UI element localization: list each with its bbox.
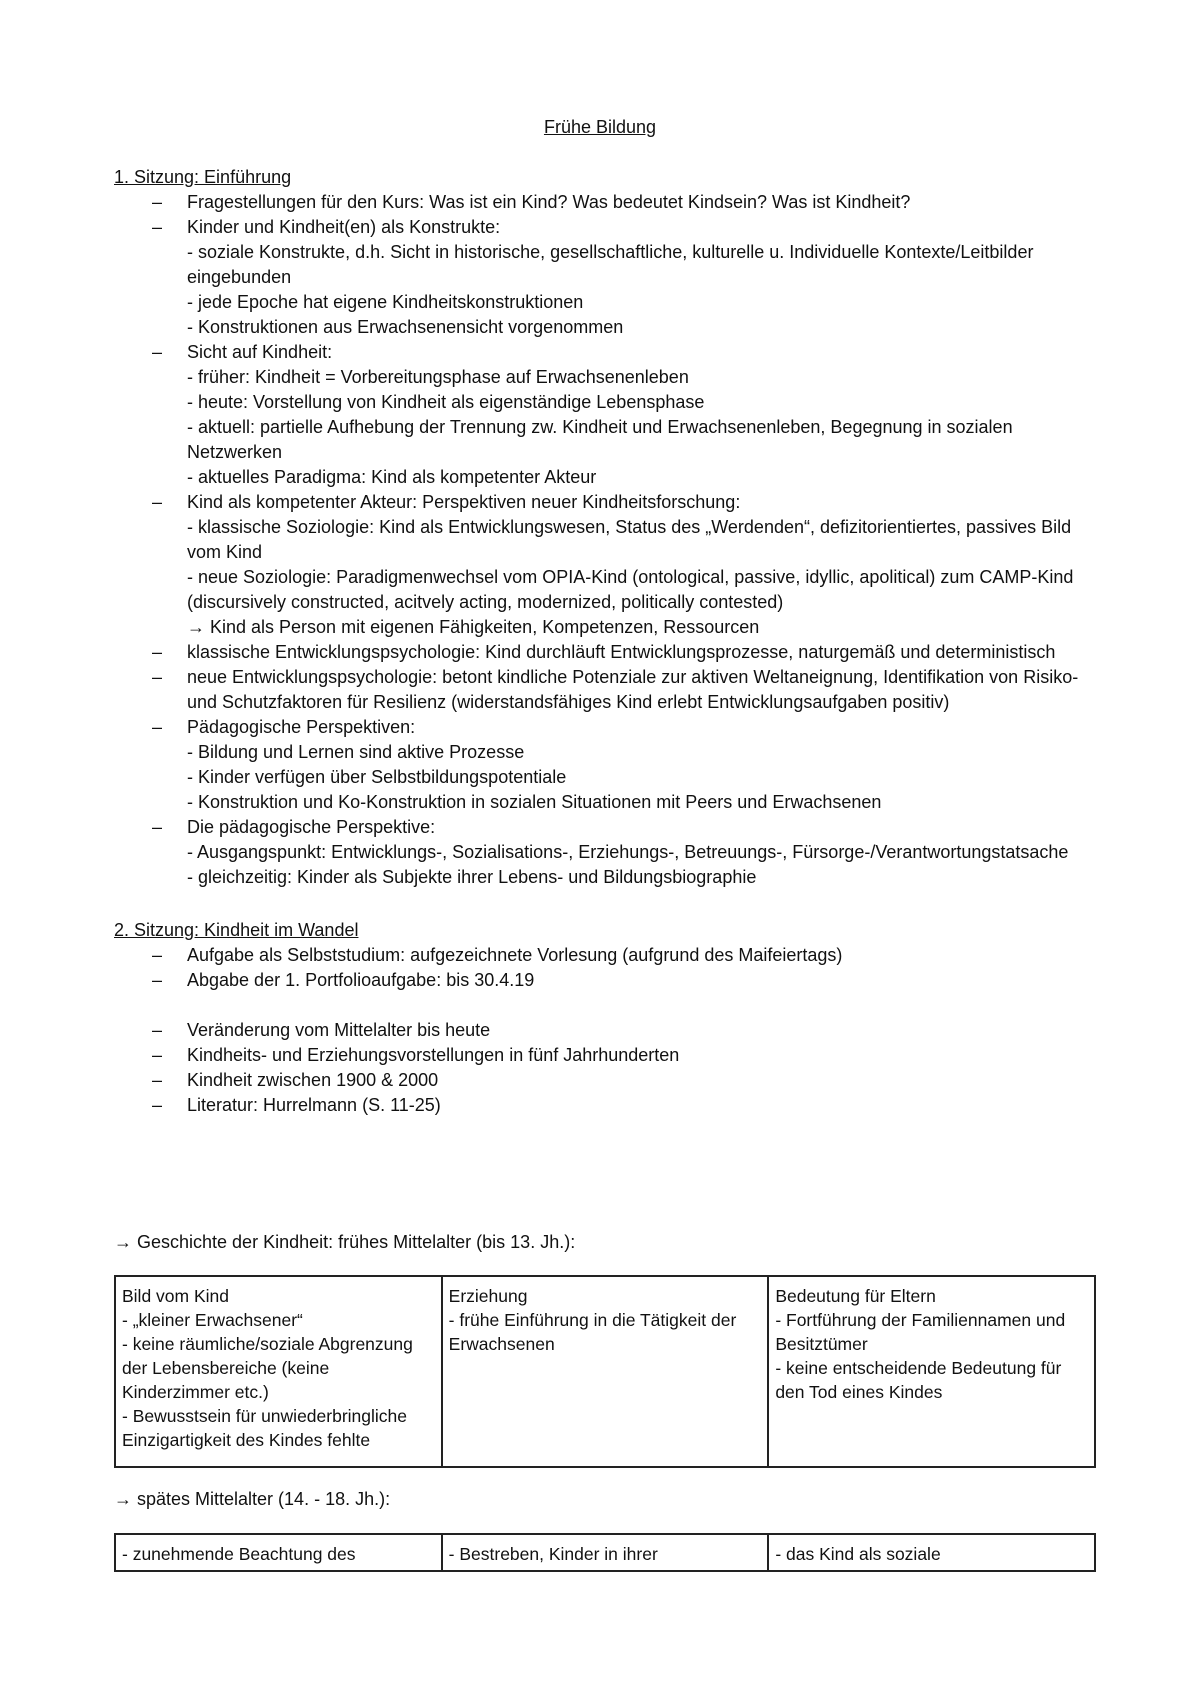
sub-point: → Kind als Person mit eigenen Fähigkeiten, Kompetenzen, Ressourcen	[187, 617, 760, 637]
cell-line: - „kleiner Erwachsener“	[122, 1310, 303, 1330]
table-row	[115, 1276, 1095, 1467]
session-1-list	[114, 190, 1104, 890]
list-item	[114, 815, 1104, 890]
list-item-text: neue Entwicklungspsychologie: betont kindliche Potenziale zur aktiven Weltaneignung, Identifikation von Risiko- und Schutzfaktoren für Resilienz (widerstandsfähiges Kind erlebt Entwicklungsaufgaben positiv)	[187, 667, 1079, 712]
sub-point: - Kinder verfügen über Selbstbildungspotentiale	[187, 767, 567, 787]
cell-line: - frühe Einführung in die Tätigkeit der Erwachsenen	[448, 1310, 737, 1354]
early-middle-ages-table	[114, 1275, 1096, 1468]
list-item	[114, 943, 1104, 968]
list-item	[114, 215, 1104, 340]
cell-line: - Bewusstsein für unwiederbringliche Einzigartigkeit des Kindes fehlte	[122, 1406, 407, 1450]
list-item-text: Pädagogische Perspektiven:	[187, 717, 416, 737]
list-item-text: Kind als kompetenter Akteur: Perspektiven neuer Kindheitsforschung:	[187, 492, 741, 512]
list-item-text: Kinder und Kindheit(en) als Konstrukte:	[187, 217, 501, 237]
list-item	[114, 190, 1104, 215]
session-2-heading: 2. Sitzung: Kindheit im Wandel	[114, 920, 359, 940]
sub-point: - heute: Vorstellung von Kindheit als eigenständige Lebensphase	[187, 392, 705, 412]
list-item	[114, 340, 1104, 490]
table-cell: - Bestreben, Kinder in ihrer	[442, 1534, 769, 1571]
sub-point: - jede Epoche hat eigene Kindheitskonstruktionen	[187, 292, 584, 312]
sub-point: - aktuell: partielle Aufhebung der Trennung zw. Kindheit und Erwachsenenleben, Begegnung in sozialen Netzwerken	[187, 417, 1013, 462]
cell-line: - keine räumliche/soziale Abgrenzung der Lebensbereiche (keine Kinderzimmer etc.)	[122, 1334, 413, 1402]
sub-point: - soziale Konstrukte, d.h. Sicht in historische, gesellschaftliche, kulturelle u. Individuelle Kontexte/Leitbilder eingebunden	[187, 242, 1034, 287]
sub-point: - gleichzeitig: Kinder als Subjekte ihrer Lebens- und Bildungsbiographie	[187, 867, 757, 887]
session-2-list	[114, 943, 1104, 1118]
table-cell: - das Kind als soziale	[768, 1534, 1095, 1571]
table-cell	[768, 1276, 1095, 1467]
sub-point: - Konstruktion und Ko-Konstruktion in sozialen Situationen mit Peers und Erwachsenen	[187, 792, 882, 812]
column-title: Erziehung	[448, 1286, 528, 1306]
list-item-text: Kindheits- und Erziehungsvorstellungen in fünf Jahrhunderten	[187, 1045, 680, 1065]
list-item-text: Fragestellungen für den Kurs: Was ist ein Kind? Was bedeutet Kindsein? Was ist Kindheit?	[187, 192, 911, 212]
list-item	[114, 1093, 1104, 1118]
sub-point: - aktuelles Paradigma: Kind als kompetenter Akteur	[187, 467, 597, 487]
list-item	[114, 1043, 1104, 1068]
list-item	[114, 665, 1104, 715]
late-middle-ages-table	[114, 1533, 1096, 1572]
list-item	[114, 1068, 1104, 1093]
session-2	[114, 918, 1104, 1118]
table-cell	[442, 1276, 769, 1467]
table-cell: - zunehmende Beachtung des	[115, 1534, 442, 1571]
early-middle-ages-heading: → Geschichte der Kindheit: frühes Mittelalter (bis 13. Jh.):	[114, 1232, 576, 1252]
session-1	[114, 165, 1104, 890]
list-item-text: klassische Entwicklungspsychologie: Kind durchläuft Entwicklungsprozesse, naturgemäß und deterministisch	[187, 642, 1056, 662]
cell-line: - keine entscheidende Bedeutung für den Tod eines Kindes	[775, 1358, 1062, 1402]
list-item	[114, 490, 1104, 640]
list-item-text: Aufgabe als Selbststudium: aufgezeichnete Vorlesung (aufgrund des Maifeiertags)	[187, 945, 843, 965]
sub-point: - Konstruktionen aus Erwachsenensicht vorgenommen	[187, 317, 624, 337]
list-item-text: Die pädagogische Perspektive:	[187, 817, 436, 837]
table-row	[115, 1534, 1095, 1571]
list-item-text: Literatur: Hurrelmann (S. 11-25)	[187, 1095, 441, 1115]
list-item-text: Veränderung vom Mittelalter bis heute	[187, 1020, 491, 1040]
sub-point: - Ausgangspunkt: Entwicklungs-, Sozialisations-, Erziehungs-, Betreuungs-, Fürsorge-/Verantwortungstatsache	[187, 842, 1069, 862]
list-item-text: Kindheit zwischen 1900 & 2000	[187, 1070, 439, 1090]
list-item-text: Sicht auf Kindheit:	[187, 342, 333, 362]
late-middle-ages-heading: → spätes Mittelalter (14. - 18. Jh.):	[114, 1489, 391, 1509]
document-title: Frühe Bildung	[543, 117, 657, 137]
sub-point: - klassische Soziologie: Kind als Entwicklungswesen, Status des „Werdenden“, defizitorientiertes, passives Bild vom Kind	[187, 517, 1072, 562]
column-title: Bild vom Kind	[122, 1286, 229, 1306]
list-item	[114, 968, 1104, 993]
sub-point: - neue Soziologie: Paradigmenwechsel vom OPIA-Kind (ontological, passive, idyllic, apolitical) zum CAMP-Kind (discursively constructed, acitvely acting, modernized, politically contested)	[187, 567, 1074, 612]
sub-point: - Bildung und Lernen sind aktive Prozesse	[187, 742, 525, 762]
list-item	[114, 715, 1104, 815]
sub-point: - früher: Kindheit = Vorbereitungsphase auf Erwachsenenleben	[187, 367, 689, 387]
session-1-heading: 1. Sitzung: Einführung	[114, 167, 292, 187]
list-item	[114, 640, 1104, 665]
table-cell	[115, 1276, 442, 1467]
list-item	[114, 1018, 1104, 1043]
column-title: Bedeutung für Eltern	[775, 1286, 936, 1306]
list-item-text: Abgabe der 1. Portfolioaufgabe: bis 30.4.19	[187, 970, 535, 990]
cell-line: - Fortführung der Familiennamen und Besitztümer	[775, 1310, 1066, 1354]
